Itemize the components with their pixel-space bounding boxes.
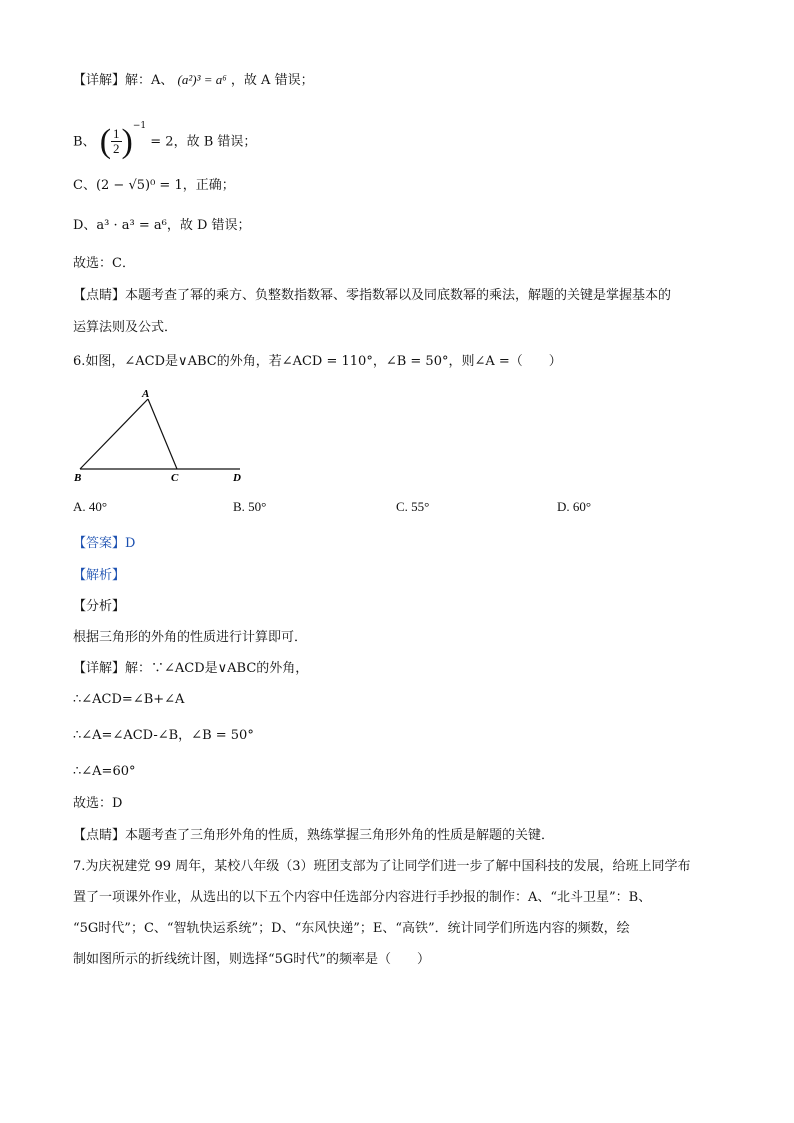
fenxi-tag: 【分析】 [73, 599, 126, 614]
detail-line-3: ∴∠A=∠ACD-∠B，∠B = 50° [73, 728, 254, 743]
option-c: C. 55° [396, 499, 430, 514]
line-dianjing-1: 【点睛】本题考查了幂的乘方、负整数指数幂、零指数幂以及同底数幂的乘法，解题的关键是掌握基本的 [73, 288, 672, 303]
question-7-line-4: 制如图所示的折线统计图，则选择“5G时代”的频率是（ ） [73, 952, 430, 967]
triangle-figure [70, 385, 260, 485]
fraction-half [111, 127, 122, 156]
side-ac [148, 399, 177, 469]
question-7-line-3: “5G时代”；C、“智轨快运系统”；D、“东风快递”；E、“高铁”．统计同学们所选内容的频数，绘 [73, 921, 630, 936]
detail-b-rest: = 2，故 B 错误； [150, 134, 257, 150]
detail-line-2: ∴∠ACD=∠B+∠A [73, 692, 185, 707]
label-c: C [171, 472, 179, 484]
dianjing-line: 【点睛】本题考查了三角形外角的性质，熟练掌握三角形外角的性质是解题的关键． [73, 828, 555, 843]
left-paren: ( [99, 122, 112, 160]
line-detail-d: D、a³ · a³ = a⁶，故 D 错误； [73, 218, 251, 233]
detail-b-label: B、 [73, 134, 96, 150]
question-7-line-2: 置了一项课外作业，从选出的以下五个内容中任选部分内容进行手抄报的制作：A、“北斗卫星”：B、 [73, 890, 652, 905]
detail-a-end: ，故 A 错误； [230, 73, 314, 88]
option-a: A. 40° [73, 499, 108, 514]
option-b: B. 50° [233, 499, 267, 514]
line-detail-b [73, 118, 256, 162]
right-paren: ) [121, 122, 133, 160]
question-6: 6.如图，∠ACD是∨ABC的外角，若∠ACD = 110°，∠B = 50°，则∠A =（ ） [73, 354, 562, 369]
detail-a-label: 【详解】解：A、 [73, 73, 174, 88]
label-b: B [74, 472, 82, 484]
fraction-denominator: 2 [113, 141, 120, 157]
option-d: D. 60° [557, 499, 592, 514]
fenxi-text: 根据三角形的外角的性质进行计算即可． [73, 630, 308, 645]
analysis-tag: 【解析】 [73, 568, 126, 583]
exponent: −1 [132, 121, 147, 131]
answer-tag: 【答案】D [73, 536, 136, 551]
detail-line-5: 故选：D [73, 796, 123, 811]
detail-line-4: ∴∠A=60° [73, 764, 136, 779]
detail-line-1: 【详解】解：∵∠ACD是∨ABC的外角， [73, 661, 309, 676]
line-detail-c: C、(2 − √5)⁰ = 1，正确； [73, 178, 235, 193]
fraction-numerator: 1 [113, 126, 120, 142]
side-ab [80, 399, 148, 469]
line-dianjing-2: 运算法则及公式． [73, 320, 178, 335]
question-7-line-1: 7.为庆祝建党 99 周年，某校八年级（3）班团支部为了让同学们进一步了解中国科技的发展，给班上同学布 [73, 859, 691, 874]
detail-a-expr: (a²)³ = a⁶ [177, 72, 227, 87]
line-choice-c: 故选：C． [73, 256, 135, 271]
label-a: A [142, 388, 150, 400]
label-d: D [233, 472, 241, 484]
line-detail-a [73, 70, 314, 91]
